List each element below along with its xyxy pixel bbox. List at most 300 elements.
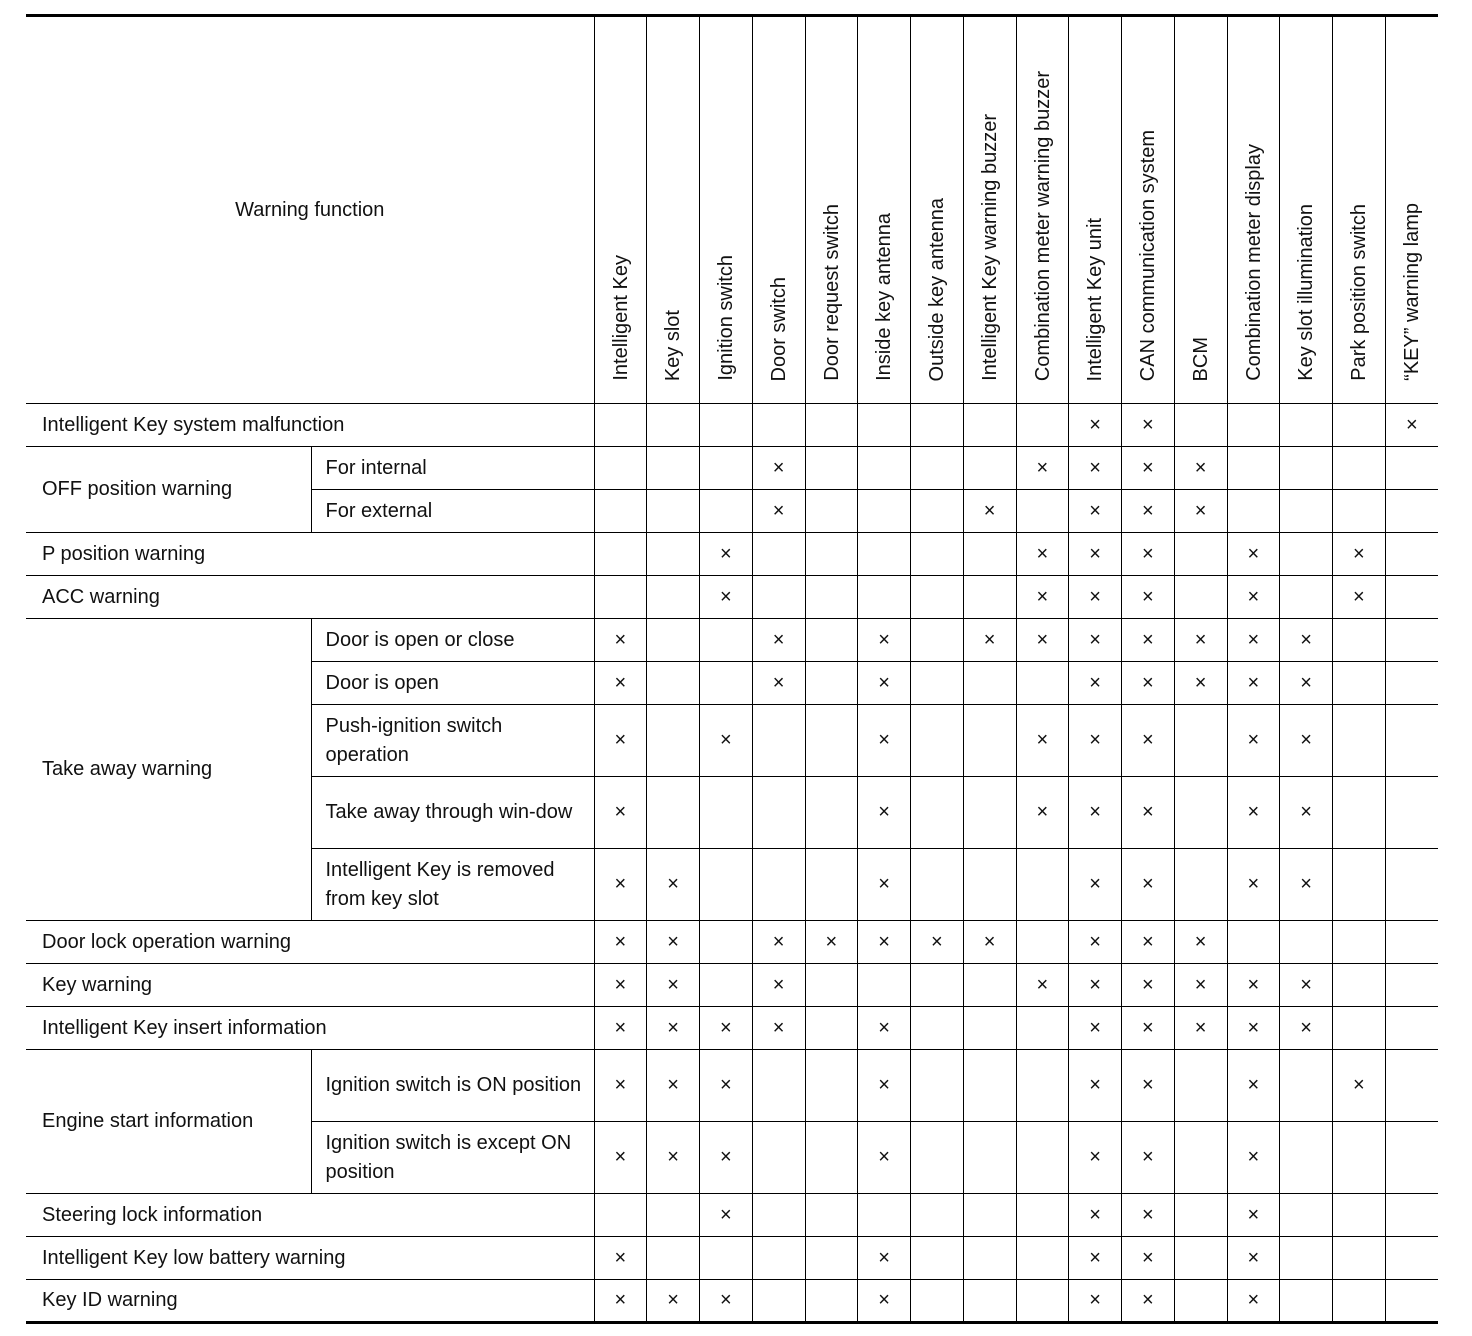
column-header [805,16,858,404]
check-mark-cell: × [752,921,805,964]
check-mark-cell: × [858,777,911,849]
check-mark-cell: × [858,662,911,705]
check-mark-cell: × [1122,619,1175,662]
check-mark-cell: × [963,619,1016,662]
warning-condition-label: Push-ignition switch operation [311,705,594,777]
empty-cell [700,1237,753,1280]
empty-cell [1333,1237,1386,1280]
empty-cell [1227,404,1280,447]
warning-function-label: Intelligent Key system malfunction [26,404,594,447]
check-mark-cell: × [1227,1194,1280,1237]
empty-cell [911,447,964,490]
warning-function-label: Take away warning [26,619,311,921]
empty-cell [1385,619,1438,662]
empty-cell [1016,1122,1069,1194]
check-mark-cell: × [1016,619,1069,662]
column-header-label: Key slot illumination [1295,204,1318,381]
empty-cell [1174,404,1227,447]
check-mark-cell: × [1069,849,1122,921]
empty-cell [911,576,964,619]
empty-cell [805,576,858,619]
empty-cell [963,1122,1016,1194]
empty-cell [1174,533,1227,576]
empty-cell [963,1194,1016,1237]
check-mark-cell: × [594,964,647,1007]
check-mark-cell: × [1174,1007,1227,1050]
empty-cell [911,619,964,662]
warning-condition-label: For external [311,490,594,533]
column-header-label: BCM [1189,336,1212,381]
warning-function-label: OFF position warning [26,447,311,533]
column-header-label: Combination meter display [1242,144,1265,381]
empty-cell [963,1007,1016,1050]
check-mark-cell: × [1016,777,1069,849]
column-header [594,16,647,404]
check-mark-cell: × [700,533,753,576]
warning-condition-label: Door is open or close [311,619,594,662]
table-row [26,533,1438,576]
empty-cell [1385,849,1438,921]
empty-cell [911,1050,964,1122]
check-mark-cell: × [594,1280,647,1323]
empty-cell [1333,777,1386,849]
empty-cell [1227,490,1280,533]
empty-cell [1016,1194,1069,1237]
check-mark-cell: × [1016,705,1069,777]
empty-cell [1385,1050,1438,1122]
table-row [26,1050,1438,1122]
check-mark-cell: × [700,1007,753,1050]
empty-cell [1385,662,1438,705]
check-mark-cell: × [1174,447,1227,490]
check-mark-cell: × [858,1280,911,1323]
check-mark-cell: × [594,662,647,705]
check-mark-cell: × [1069,533,1122,576]
empty-cell [911,662,964,705]
empty-cell [1280,404,1333,447]
empty-cell [1174,1050,1227,1122]
check-mark-cell: × [752,964,805,1007]
empty-cell [963,533,1016,576]
table-row [26,964,1438,1007]
empty-cell [1385,490,1438,533]
empty-cell [752,576,805,619]
check-mark-cell: × [594,1237,647,1280]
warning-function-label: ACC warning [26,576,594,619]
check-mark-cell: × [647,921,700,964]
empty-cell [1016,404,1069,447]
empty-cell [911,1122,964,1194]
check-mark-cell: × [594,849,647,921]
check-mark-cell: × [1227,849,1280,921]
table-row [26,921,1438,964]
check-mark-cell: × [1069,662,1122,705]
column-header [1174,16,1227,404]
column-header [1385,16,1438,404]
empty-cell [805,1007,858,1050]
check-mark-cell: × [1069,921,1122,964]
check-mark-cell: × [1069,777,1122,849]
check-mark-cell: × [1069,447,1122,490]
check-mark-cell: × [1069,964,1122,1007]
column-header [963,16,1016,404]
empty-cell [1174,705,1227,777]
check-mark-cell: × [858,921,911,964]
empty-cell [963,777,1016,849]
check-mark-cell: × [1069,1237,1122,1280]
check-mark-cell: × [858,1237,911,1280]
empty-cell [1333,964,1386,1007]
empty-cell [1385,533,1438,576]
empty-cell [1016,662,1069,705]
check-mark-cell: × [1122,1280,1175,1323]
empty-cell [858,490,911,533]
empty-cell [1333,921,1386,964]
warning-function-label: Key warning [26,964,594,1007]
check-mark-cell: × [752,490,805,533]
warning-function-label: Door lock operation warning [26,921,594,964]
empty-cell [647,662,700,705]
column-header-label: Intelligent Key unit [1084,217,1107,381]
column-header [911,16,964,404]
check-mark-cell: × [911,921,964,964]
empty-cell [911,705,964,777]
empty-cell [1280,1280,1333,1323]
check-mark-cell: × [1122,777,1175,849]
check-mark-cell: × [858,705,911,777]
empty-cell [911,490,964,533]
table-row [26,1280,1438,1323]
check-mark-cell: × [594,777,647,849]
check-mark-cell: × [1227,777,1280,849]
check-mark-cell: × [858,1050,911,1122]
check-mark-cell: × [700,1194,753,1237]
empty-cell [647,777,700,849]
empty-cell [1333,1007,1386,1050]
check-mark-cell: × [752,1007,805,1050]
empty-cell [1333,1122,1386,1194]
check-mark-cell: × [752,662,805,705]
table-row [26,1194,1438,1237]
check-mark-cell: × [1122,1007,1175,1050]
column-header-label: “KEY” warning lamp [1400,203,1423,381]
check-mark-cell: × [1174,921,1227,964]
check-mark-cell: × [1122,404,1175,447]
warning-function-table [26,14,1438,1324]
warning-function-label: Steering lock information [26,1194,594,1237]
check-mark-cell: × [1227,576,1280,619]
check-mark-cell: × [1333,1050,1386,1122]
empty-cell [700,662,753,705]
check-mark-cell: × [858,849,911,921]
empty-cell [1174,1194,1227,1237]
warning-condition-label: Intelligent Key is removed from key slot [311,849,594,921]
column-header [647,16,700,404]
check-mark-cell: × [594,921,647,964]
empty-cell [963,662,1016,705]
empty-cell [963,404,1016,447]
empty-cell [1385,777,1438,849]
empty-cell [911,1194,964,1237]
empty-cell [911,1007,964,1050]
column-header [1016,16,1069,404]
empty-cell [963,1280,1016,1323]
check-mark-cell: × [700,1122,753,1194]
empty-cell [1385,576,1438,619]
empty-cell [752,1194,805,1237]
check-mark-cell: × [1227,1007,1280,1050]
check-mark-cell: × [1069,1280,1122,1323]
column-header-label: Intelligent Key [609,255,632,381]
empty-cell [594,404,647,447]
empty-cell [1227,447,1280,490]
check-mark-cell: × [1227,662,1280,705]
column-header-label: Intelligent Key warning buzzer [978,114,1001,381]
check-mark-cell: × [1122,849,1175,921]
check-mark-cell: × [1069,1050,1122,1122]
check-mark-cell: × [1122,921,1175,964]
empty-cell [1385,921,1438,964]
empty-cell [1385,447,1438,490]
check-mark-cell: × [1333,576,1386,619]
column-header [858,16,911,404]
empty-cell [1174,1280,1227,1323]
empty-cell [647,404,700,447]
check-mark-cell: × [963,490,1016,533]
empty-cell [805,964,858,1007]
empty-cell [1333,619,1386,662]
empty-cell [647,447,700,490]
empty-cell [1280,533,1333,576]
empty-cell [1385,1280,1438,1323]
warning-condition-label: Ignition switch is except ON position [311,1122,594,1194]
column-header-label: Door switch [767,276,790,381]
column-header-label: Outside key antenna [926,197,948,381]
check-mark-cell: × [1069,619,1122,662]
empty-cell [647,533,700,576]
column-header-label: Key slot [662,309,685,381]
empty-cell [752,1122,805,1194]
empty-cell [700,447,753,490]
empty-cell [1280,1122,1333,1194]
warning-condition-label: Ignition switch is ON position [311,1050,594,1122]
check-mark-cell: × [1016,533,1069,576]
empty-cell [752,777,805,849]
check-mark-cell: × [1016,964,1069,1007]
empty-cell [858,576,911,619]
empty-cell [1385,1007,1438,1050]
check-mark-cell: × [647,1050,700,1122]
table-row [26,619,1438,662]
empty-cell [1280,447,1333,490]
check-mark-cell: × [1016,447,1069,490]
check-mark-cell: × [1122,576,1175,619]
empty-cell [1280,1050,1333,1122]
empty-cell [1385,705,1438,777]
empty-cell [647,576,700,619]
check-mark-cell: × [1122,490,1175,533]
column-header [1333,16,1386,404]
empty-cell [1174,1122,1227,1194]
empty-cell [1016,490,1069,533]
empty-cell [594,447,647,490]
empty-cell [911,1237,964,1280]
check-mark-cell: × [1227,1237,1280,1280]
empty-cell [963,705,1016,777]
empty-cell [700,490,753,533]
check-mark-cell: × [647,1122,700,1194]
table-row [26,1007,1438,1050]
empty-cell [911,404,964,447]
empty-cell [1174,576,1227,619]
check-mark-cell: × [700,1050,753,1122]
check-mark-cell: × [700,705,753,777]
empty-cell [1280,490,1333,533]
empty-cell [805,533,858,576]
check-mark-cell: × [1280,619,1333,662]
check-mark-cell: × [1174,490,1227,533]
empty-cell [1333,404,1386,447]
empty-cell [700,404,753,447]
warning-function-label: Intelligent Key insert information [26,1007,594,1050]
column-header [752,16,805,404]
empty-cell [1016,921,1069,964]
check-mark-cell: × [1016,576,1069,619]
empty-cell [805,849,858,921]
table-row [26,576,1438,619]
check-mark-cell: × [1227,1280,1280,1323]
check-mark-cell: × [1227,619,1280,662]
empty-cell [700,964,753,1007]
check-mark-cell: × [1333,533,1386,576]
empty-cell [1280,576,1333,619]
empty-cell [805,705,858,777]
check-mark-cell: × [1280,705,1333,777]
empty-cell [1385,964,1438,1007]
empty-cell [911,964,964,1007]
check-mark-cell: × [1069,576,1122,619]
empty-cell [1227,921,1280,964]
check-mark-cell: × [647,849,700,921]
empty-cell [963,447,1016,490]
warning-function-label: Intelligent Key low battery warning [26,1237,594,1280]
table-row [26,404,1438,447]
empty-cell [858,447,911,490]
empty-cell [805,662,858,705]
check-mark-cell: × [594,619,647,662]
check-mark-cell: × [700,576,753,619]
empty-cell [752,849,805,921]
check-mark-cell: × [858,1007,911,1050]
empty-cell [700,849,753,921]
empty-cell [963,849,1016,921]
empty-cell [1333,1280,1386,1323]
empty-cell [1016,1007,1069,1050]
warning-function-label: Key ID warning [26,1280,594,1323]
column-header [700,16,753,404]
column-header [1069,16,1122,404]
empty-cell [1016,1237,1069,1280]
check-mark-cell: × [1174,662,1227,705]
warning-function-label: Engine start information [26,1050,311,1194]
empty-cell [752,1237,805,1280]
empty-cell [911,849,964,921]
check-mark-cell: × [1227,1122,1280,1194]
empty-cell [647,619,700,662]
empty-cell [1333,447,1386,490]
empty-cell [647,490,700,533]
empty-cell [752,404,805,447]
check-mark-cell: × [858,619,911,662]
empty-cell [805,490,858,533]
empty-cell [963,1237,1016,1280]
check-mark-cell: × [1227,964,1280,1007]
empty-cell [1174,1237,1227,1280]
check-mark-cell: × [1122,533,1175,576]
empty-cell [911,777,964,849]
empty-cell [858,533,911,576]
empty-cell [1016,1280,1069,1323]
check-mark-cell: × [1122,447,1175,490]
empty-cell [858,964,911,1007]
check-mark-cell: × [647,964,700,1007]
check-mark-cell: × [1069,490,1122,533]
empty-cell [1280,1194,1333,1237]
empty-cell [647,1237,700,1280]
check-mark-cell: × [594,1007,647,1050]
check-mark-cell: × [1385,404,1438,447]
check-mark-cell: × [647,1007,700,1050]
check-mark-cell: × [1122,1122,1175,1194]
check-mark-cell: × [858,1122,911,1194]
check-mark-cell: × [647,1280,700,1323]
empty-cell [805,1122,858,1194]
check-mark-cell: × [1069,705,1122,777]
check-mark-cell: × [1280,849,1333,921]
check-mark-cell: × [1174,964,1227,1007]
check-mark-cell: × [594,705,647,777]
check-mark-cell: × [1069,1122,1122,1194]
empty-cell [858,1194,911,1237]
empty-cell [1385,1237,1438,1280]
empty-cell [963,1050,1016,1122]
check-mark-cell: × [700,1280,753,1323]
empty-cell [700,619,753,662]
check-mark-cell: × [1122,662,1175,705]
check-mark-cell: × [1280,662,1333,705]
check-mark-cell: × [594,1122,647,1194]
empty-cell [1174,777,1227,849]
empty-cell [752,533,805,576]
check-mark-cell: × [1122,705,1175,777]
empty-cell [1280,1237,1333,1280]
empty-cell [752,1280,805,1323]
column-header [1227,16,1280,404]
check-mark-cell: × [752,619,805,662]
empty-cell [594,576,647,619]
check-mark-cell: × [1122,1237,1175,1280]
empty-cell [911,533,964,576]
check-mark-cell: × [1122,1194,1175,1237]
empty-cell [805,619,858,662]
check-mark-cell: × [1280,777,1333,849]
check-mark-cell: × [1122,1050,1175,1122]
empty-cell [1333,1194,1386,1237]
column-header-label: Combination meter warning buzzer [1031,70,1054,381]
empty-cell [1333,662,1386,705]
empty-cell [1280,921,1333,964]
check-mark-cell: × [1227,705,1280,777]
